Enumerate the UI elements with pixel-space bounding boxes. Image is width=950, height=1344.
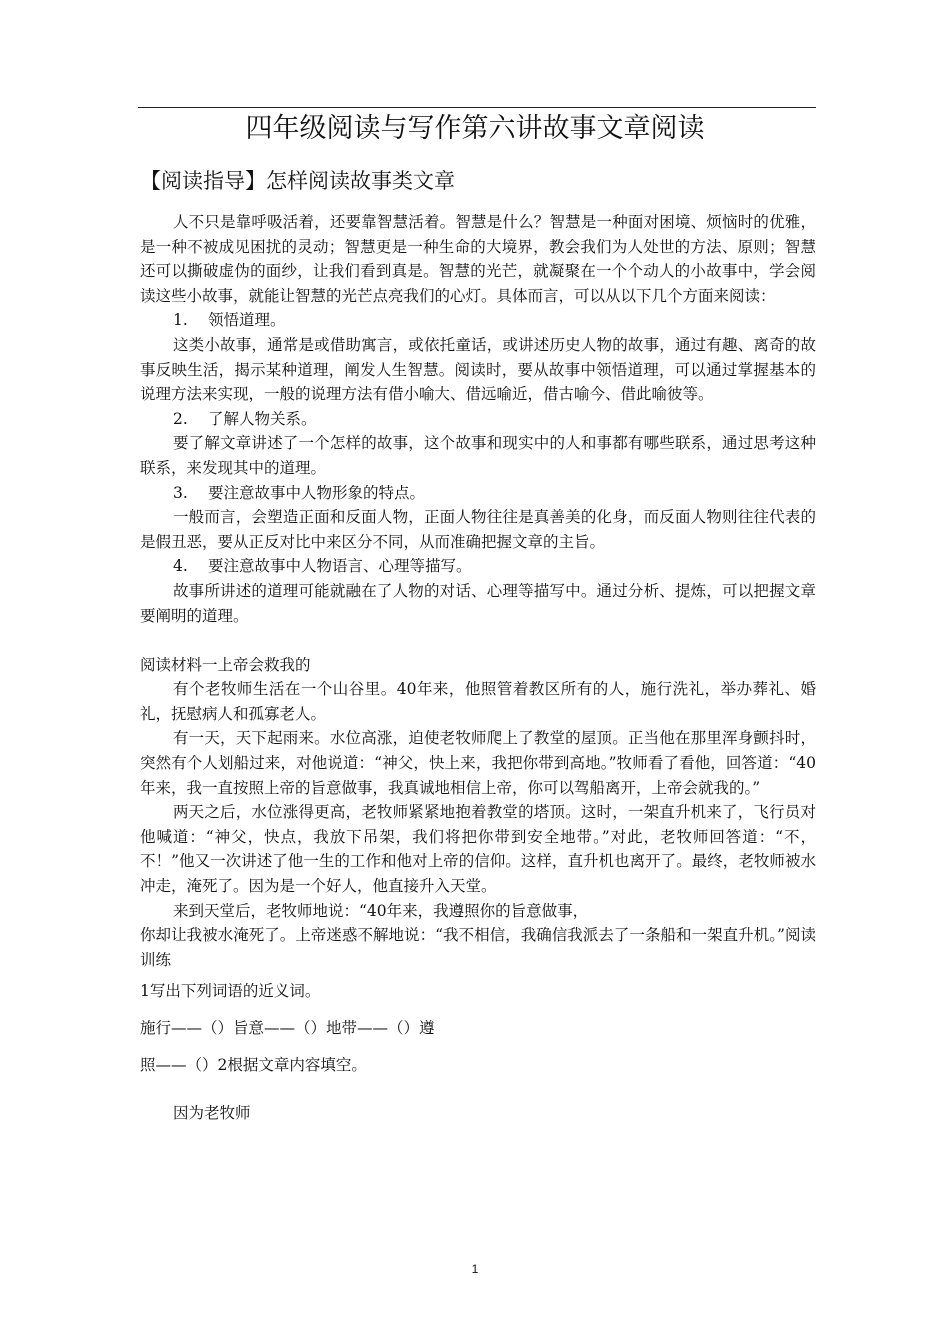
spacer [140,972,816,979]
point-number: 4. [173,557,188,576]
intro-paragraph: 人不只是靠呼吸活着，还要靠智慧活着。智慧是什么？智慧是一种面对困境、烦恼时的优雅，是一种不被成见困扰的灵动；智慧更是一种生命的大境界，教会我们为人处世的方法、原则；智慧还可以撕破虚伪的面纱，让我们看到真是。智慧的光芒，就凝聚在一个个动人的小故事中，学会阅读这些小故事，就能让智慧的光芒点亮我们的心灯。具体而言，可以从以下几个方面来阅读： [140,213,816,305]
exercise-question-2-start: 因为老牧师 [173,1104,251,1123]
exercise-line-1: 施行——（）旨意——（）地带——（）遵 [140,1019,435,1037]
point-4-title [140,554,816,579]
story-paragraph: 有个老牧师生活在一个山谷里。40年来，他照管着教区所有的人，施行洗礼，举办葬礼、婚礼，抚慰病人和孤寡老人。 [140,680,816,723]
point-number: 3. [173,483,188,502]
point-title: 要注意故事中人物形象的特点。 [208,483,426,502]
exercise-line-2: 照——（）2根据文章内容填空。 [140,1055,367,1074]
page-title: 四年级阅读与写作第六讲故事文章阅读 [245,113,705,144]
page-number: 1 [471,1262,479,1276]
point-2-text: 要了解文章讲述了一个怎样的故事，这个故事和现实中的人和事都有哪些联系，通过思考这种联系，来发现其中的道理。 [140,434,816,477]
point-1-text: 这类小故事，通常是或借助寓言，或依托童话，或讲述历史人物的故事，通过有趣、离奇的故事反映生活，揭示某种道理，阐发人生智慧。阅读时，要从故事中领悟道理，可以通过掌握基本的说理方法来实现，一般的说理方法有借小喻大、借远喻近，借古喻今、借此喻彼等。 [140,335,816,404]
document-body [140,210,816,1126]
point-3-text: 一般而言，会塑造正面和反面人物，正面人物往往是真善美的化身，而反面人物则往往代表的是假丑恶，要从正反对比中来区分不同，从而准确把握文章的主旨。 [140,508,816,551]
point-number: 1. [173,311,188,330]
spacer [140,1004,816,1016]
story-paragraph: 来到天堂后，老牧师地说：“40年来，我遵照你的旨意做事， [173,901,589,920]
point-number: 2. [173,409,188,428]
section-heading: 【阅读指导】怎样阅读故事类文章 [140,169,455,193]
spacer [140,1041,816,1053]
spacer [140,1077,816,1089]
header-rule [138,107,816,108]
point-4-text: 故事所讲述的道理可能就融在了人物的对话、心理等描写中。通过分析、提炼，可以把握文章要阐明的道理。 [140,581,816,625]
point-title: 领悟道理。 [208,311,286,330]
spacer [140,628,816,653]
story-continuation: 你却让我被水淹死了。上帝迷惑不解地说：“我不相信，我确信我派去了一条船和一架直升机。”阅读训练 [140,926,816,969]
material-title: 阅读材料一上帝会救我的 [140,655,311,674]
point-2-title [140,407,816,432]
point-title: 要注意故事中人物语言、心理等描写。 [208,557,472,576]
spacer [140,1089,816,1101]
story-paragraph: 有一天，天下起雨来。水位高涨，迫使老牧师爬上了教堂的屋顶。正当他在那里浑身颤抖时，突然有个人划船过来，对他说道：“神父，快上来，我把你带到高地。”牧师看了看他，回答道：“40年来，我一直按照上帝的旨意做事，我真诚地相信上帝，你可以驾船离开，上帝会就我的。” [140,729,816,797]
point-title: 了解人物关系。 [208,409,317,428]
story-paragraph: 两天之后，水位涨得更高，老牧师紧紧地抱着教堂的塔顶。这时，一架直升机来了，飞行员对他喊道：“神父，快点，我放下吊架，我们将把你带到安全地带。”对此，老牧师回答道：“不，不！”他又一次讲述了他一生的工作和他对上帝的信仰。这样，直升机也离开了。最终，老牧师被水冲走，淹死了。因为是一个好人，他直接升入天堂。 [140,803,816,896]
point-1-title [140,308,816,333]
exercise-question-1: 1写出下列词语的近义词。 [140,982,321,1001]
point-3-title [140,481,816,506]
